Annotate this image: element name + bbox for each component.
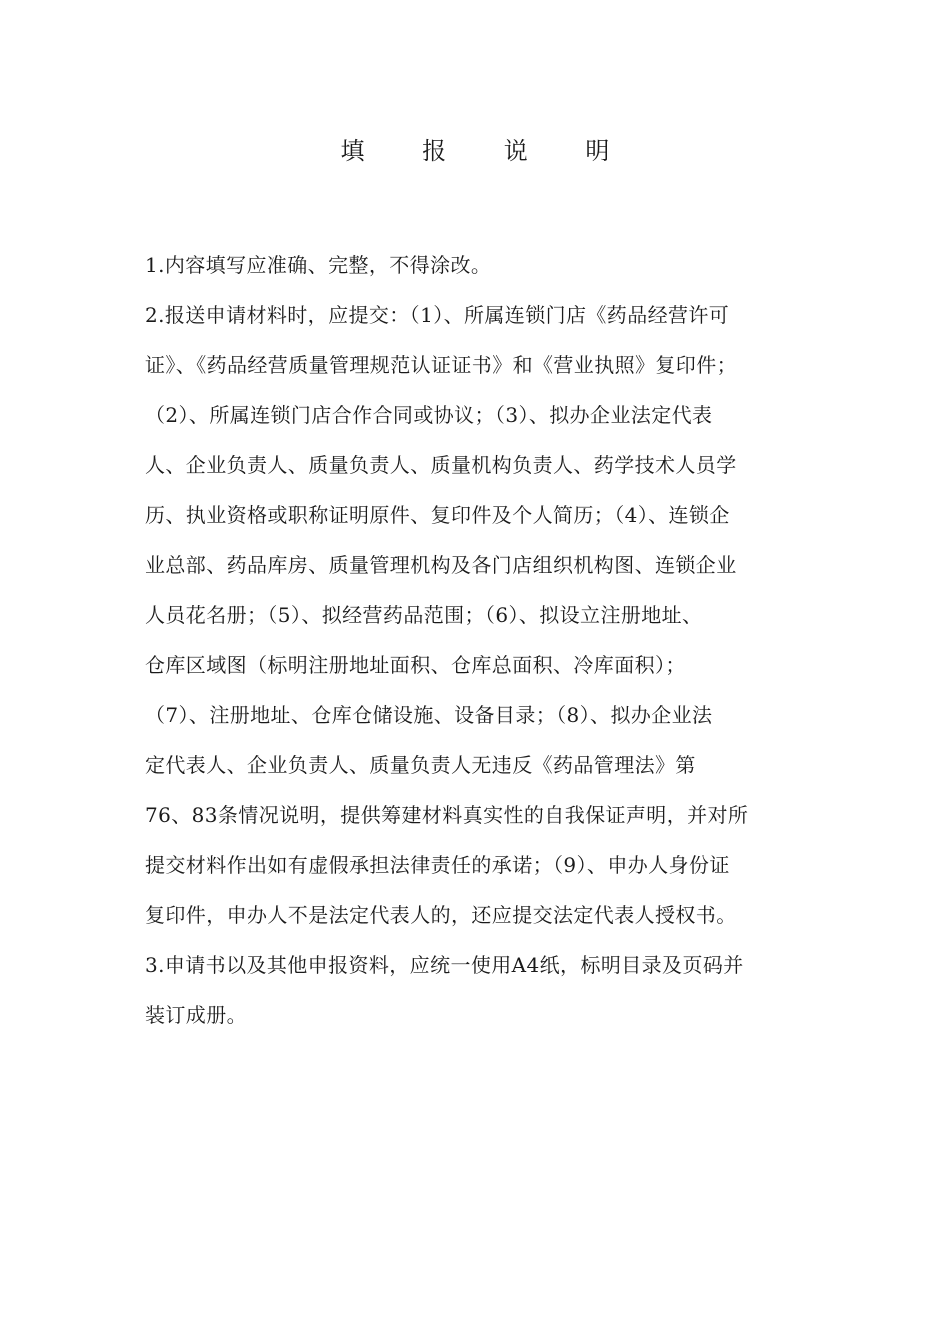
text-line: 装订成册。 [145, 1003, 247, 1027]
text-line: 2.报送申请材料时，应提交：（1）、所属连锁门店《药品经营许可 [145, 303, 730, 327]
text-line: 提交材料作出如有虚假承担法律责任的承诺；（9）、申办人身份证 [145, 853, 730, 877]
text-line: 人、企业负责人、质量负责人、质量机构负责人、药学技术人员学 [145, 453, 737, 477]
text-line: 3.申请书以及其他申报资料，应统一使用A4纸，标明目录及页码并 [145, 953, 744, 977]
text-line: 76、83条情况说明，提供筹建材料真实性的自我保证声明，并对所 [145, 803, 749, 827]
text-line: 仓库区域图（标明注册地址面积、仓库总面积、冷库面积）； [145, 653, 686, 677]
instructions-body [145, 240, 825, 1040]
text-line: 历、执业资格或职称证明原件、复印件及个人简历；（4）、连锁企 [145, 503, 730, 527]
text-line: 人员花名册；（5）、拟经营药品范围；（6）、拟设立注册地址、 [145, 603, 703, 627]
text-line: 证》、《药品经营质量管理规范认证证书》和《营业执照》复印件； [145, 353, 737, 377]
page-title: 填 报 说 明 [340, 137, 635, 165]
text-line: 1.内容填写应准确、完整，不得涂改。 [145, 253, 492, 277]
text-line: 复印件，申办人不是法定代表人的，还应提交法定代表人授权书。 [145, 903, 737, 927]
text-line: （7）、注册地址、仓库仓储设施、设备目录；（8）、拟办企业法 [145, 703, 713, 727]
text-line: 业总部、药品库房、质量管理机构及各门店组织机构图、连锁企业 [145, 553, 737, 577]
text-line: （2）、所属连锁门店合作合同或协议；（3）、拟办企业法定代表 [145, 403, 713, 427]
text-line: 定代表人、企业负责人、质量负责人无违反《药品管理法》第 [145, 753, 696, 777]
